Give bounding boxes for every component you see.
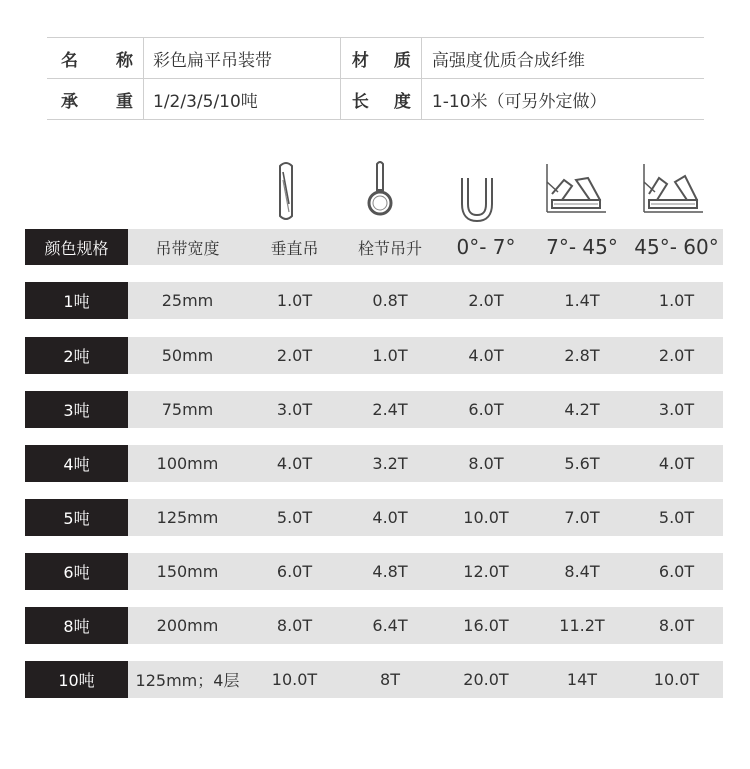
cell-angle-45-60: 3.0T <box>658 400 695 419</box>
spec-table <box>47 37 704 120</box>
cell-angle-45-60: 1.0T <box>658 291 695 310</box>
basket-7-45-icon <box>544 160 608 220</box>
cell-vertical: 3.0T <box>276 400 313 419</box>
cell-choker: 4.8T <box>372 562 408 581</box>
cell-vertical: 1.0T <box>276 291 313 310</box>
table-row <box>25 337 723 374</box>
length-label: 长 度 <box>340 79 421 120</box>
cell-angle-45-60: 2.0T <box>658 346 695 365</box>
cell-choker: 1.0T <box>372 346 408 365</box>
cell-vertical: 8.0T <box>276 616 313 635</box>
cell-width: 125mm；4层 <box>135 671 240 690</box>
cell-width: 200mm <box>156 616 219 635</box>
header-choker: 栓节吊升 <box>357 238 422 258</box>
cell-width: 100mm <box>156 454 219 473</box>
cell-angle-0-7: 20.0T <box>463 670 509 689</box>
cell-vertical: 5.0T <box>276 508 313 527</box>
cell-angle-7-45: 11.2T <box>559 616 605 635</box>
cell-choker: 3.2T <box>372 454 408 473</box>
choker-hitch-icon <box>364 160 396 224</box>
cell-choker: 0.8T <box>372 291 408 310</box>
spec-row <box>47 79 704 120</box>
cell-angle-0-7: 16.0T <box>463 616 509 635</box>
table-row <box>25 499 723 536</box>
basket-45-60-icon <box>641 160 705 220</box>
material-label: 材 质 <box>340 38 421 79</box>
cell-angle-45-60: 8.0T <box>658 616 695 635</box>
cell-vertical: 2.0T <box>276 346 313 365</box>
spec-row <box>47 38 704 79</box>
row-capacity: 5吨 <box>25 499 128 536</box>
cell-vertical: 6.0T <box>276 562 313 581</box>
name-label: 名 称 <box>47 38 144 79</box>
cell-width: 50mm <box>161 346 214 365</box>
cell-angle-7-45: 14T <box>566 670 598 689</box>
cell-angle-45-60: 6.0T <box>658 562 695 581</box>
table-row <box>25 607 723 644</box>
row-capacity: 8吨 <box>25 607 128 644</box>
cell-angle-7-45: 1.4T <box>564 291 600 310</box>
row-capacity: 10吨 <box>25 661 128 698</box>
row-capacity: 2吨 <box>25 337 128 374</box>
cell-choker: 4.0T <box>372 508 408 527</box>
cell-angle-45-60: 5.0T <box>658 508 695 527</box>
cell-angle-0-7: 12.0T <box>463 562 509 581</box>
row-capacity: 4吨 <box>25 445 128 482</box>
cell-angle-7-45: 7.0T <box>564 508 600 527</box>
header-angle-45-60: 45°- 60° <box>634 235 719 259</box>
name-value: 彩色扁平吊装带 <box>144 38 341 79</box>
cell-vertical: 10.0T <box>271 670 318 689</box>
cell-angle-0-7: 2.0T <box>468 291 504 310</box>
table-row <box>25 445 723 482</box>
cell-angle-7-45: 4.2T <box>564 400 600 419</box>
row-capacity: 3吨 <box>25 391 128 428</box>
row-capacity: 6吨 <box>25 553 128 590</box>
table-row <box>25 391 723 428</box>
table-row <box>25 553 723 590</box>
cell-width: 125mm <box>156 508 219 527</box>
cell-angle-0-7: 4.0T <box>468 346 504 365</box>
cell-angle-0-7: 8.0T <box>468 454 504 473</box>
cell-angle-7-45: 8.4T <box>564 562 600 581</box>
vertical-sling-icon <box>272 160 300 224</box>
material-value: 高强度优质合成纤维 <box>421 38 704 79</box>
cell-angle-0-7: 6.0T <box>468 400 504 419</box>
table-row <box>25 661 723 698</box>
cell-angle-45-60: 10.0T <box>653 670 700 689</box>
cell-width: 75mm <box>161 400 214 419</box>
length-value: 1-10米（可另外定做） <box>421 79 704 120</box>
load-value: 1/2/3/5/10吨 <box>144 79 341 120</box>
cell-angle-7-45: 2.8T <box>564 346 600 365</box>
cell-vertical: 4.0T <box>276 454 313 473</box>
header-angle-7-45: 7°- 45° <box>546 235 618 259</box>
row-capacity: 1吨 <box>25 282 128 319</box>
cell-width: 25mm <box>161 291 214 310</box>
header-vertical: 垂直吊 <box>270 238 319 258</box>
header-width: 吊带宽度 <box>155 238 220 258</box>
cell-choker: 2.4T <box>372 400 408 419</box>
header-angle-0-7: 0°- 7° <box>456 235 516 259</box>
cell-angle-45-60: 4.0T <box>658 454 695 473</box>
load-label: 承 重 <box>47 79 144 120</box>
table-header <box>25 229 723 265</box>
cell-angle-7-45: 5.6T <box>564 454 600 473</box>
cell-angle-0-7: 10.0T <box>463 508 509 527</box>
cell-choker: 6.4T <box>372 616 408 635</box>
cell-choker: 8T <box>380 670 400 689</box>
basket-hitch-icon <box>459 160 495 224</box>
table-row <box>25 282 723 319</box>
header-color-spec: 颜色规格 <box>25 229 128 265</box>
cell-width: 150mm <box>156 562 219 581</box>
